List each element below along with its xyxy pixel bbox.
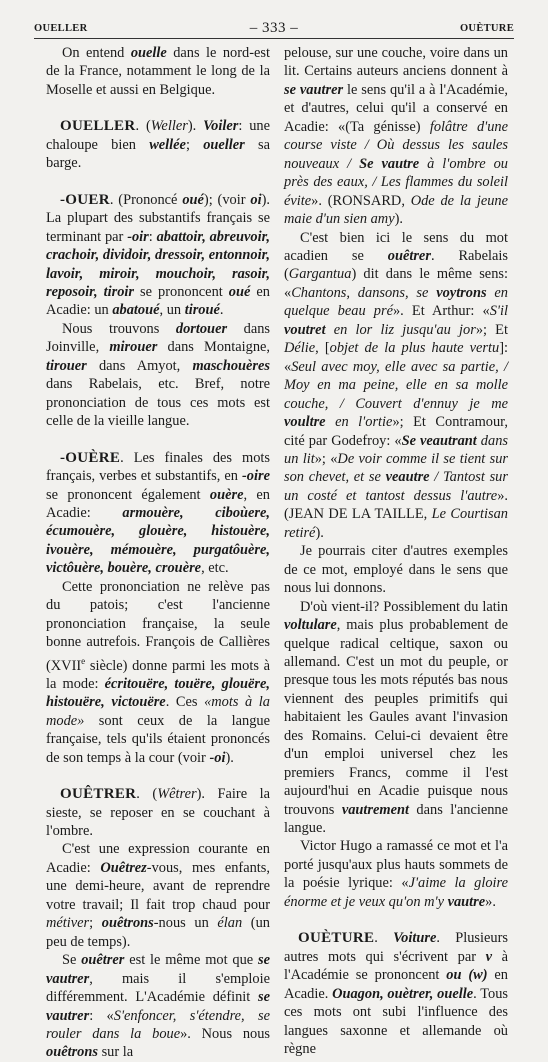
outrer-paragraph-2: C'est une expression courante en Acadie: Ouêtrez-vous, mes enfants, une demi-heure, avant de reprendre votre travail; Il fait trop chaud pour métiver; ouêtrons-nous un élan (un peu de temps). bbox=[46, 841, 271, 950]
right-paragraph-5: Victor Hugo a ramassé ce mot et l'a porté jusqu'aux plus hauts sommets de la poésie lyrique: «J'aime la gloire énorme et je veux qu'on m'y vautre». bbox=[284, 838, 508, 910]
page-number: – 333 – bbox=[249, 20, 299, 36]
headword-ouature: OUÈTURE bbox=[298, 930, 375, 947]
entry-oueller: OUELLER. (Weller). Voiler: une chaloupe bien wellée; oueller sa barge. bbox=[46, 118, 270, 172]
intro-paragraph: On entend ouelle dans le nord-est de la France, notamment le long de la Moselle et aussi en Belgique. bbox=[46, 45, 270, 98]
ouer-paragraph-2: Nous trouvons dortouer dans Joinville, mirouer dans Montaigne, tirouer dans Amyot, maschouères dans Rabelais, etc. Bref, notre prononciation de tous ces mots est celle de la vieille langue. bbox=[46, 320, 270, 430]
left-column bbox=[46, 44, 270, 1062]
header-left-guideword: OUELLER bbox=[34, 23, 88, 34]
right-column bbox=[284, 44, 508, 1058]
entry-ouere: -OUÈRE. Les finales des mots français, verbes et substantifs, en -oire se prononcent également ouère, en Acadie: armouère, ciboùere, écumouère, glouère, histouère, ivouère, mémouère, purgatôuère, victôuère, bouère, crouère, etc. bbox=[46, 449, 271, 577]
headword-ouer: -OUER bbox=[60, 191, 110, 208]
running-head bbox=[34, 20, 514, 39]
entry-outrer: OUÊTRER. (Wêtrer). Faire la sieste, se reposer en se couchant à l'ombre. bbox=[46, 786, 270, 840]
header-right-guideword: OUÈTURE bbox=[459, 23, 514, 34]
right-paragraph-4: D'où vient-il? Possiblement du latin voltulare, mais plus probablement de quelque radical celtique, saxon ou allemand. C'est un mot du peuple, or presque tous les mots réputés bas nous viennent des peuples primitifs qui habitaient les Gaules avant l'invasion des Romains. Celui-ci devaient être d'un emploi universel chez les premiers Francs, comme il l'est aujourd'hui en Acadie puisque nous trouvons vautrement dans l'ancienne langue. bbox=[284, 598, 508, 837]
outrer-paragraph-3: Se ouêtrer est le même mot que se vautrer, mais il s'emploie différemment. L'Académie définit se vautrer: «S'enfoncer, s'étendre, se rouler dans la boue». Nous nous ouêtrons sur la bbox=[46, 952, 271, 1061]
right-paragraph-3: Je pourrais citer d'autres exemples de ce mot, employé dans le sens que nous lui donnons. bbox=[284, 543, 508, 597]
headword-outrer: OUÊTRER bbox=[60, 786, 137, 803]
headword-oueller: OUELLER bbox=[60, 118, 136, 135]
right-paragraph-2: C'est bien ici le sens du mot acadien se ouêtrer. Rabelais (Gargantua) dit dans le même sens: «Chantons, dansons, se voytrons en quelque beau pré». Et Arthur: «S'il voutret en lor liz jusqu'au jor»; Et Délie, [objet de la plus haute vertu]: «Seul avec moy, elle avec sa partie, / Moy en ma peine, elle en sa molle couche, / Couvert d'ennuy je me voultre en l'ortie»; Et Contramour, cité par Godefroy: «Se veautrant dans un lit»; «De voir comme il se tient sur son chevet, et se veautre / Tantost sur un costé et tantost dessus l'autre». (JEAN DE LA TAILLE, Le Courtisan retiré). bbox=[284, 229, 509, 541]
headword-ouere: -OUÈRE bbox=[60, 449, 121, 466]
ouere-paragraph-2: Cette prononciation ne relève pas du patois; c'est l'ancienne prononciation française, la seule bonne autrefois. François de Callières (XVIIe siècle) donne parmi les mots à la mode: écritouëre, touëre, glouëre, histouëre, victouëre. Ces «mots à la mode» sont ceux de la langue française, tels qu'ils étaient prononcés de son temps à la cour (voir -oi). bbox=[46, 578, 270, 766]
entry-ouature: OUÈTURE. Voiture. Plusieurs autres mots qui s'écrivent par v à l'Académie se prononcent ou (w) en Acadie. Ouagon, ouètrer, ouelle. Tous ces mots ont subi l'influence des langues saxonne et allemande où règne bbox=[284, 930, 509, 1058]
right-paragraph-1: pelouse, sur une couche, voire dans un lit. Certains auteurs anciens donnent à se vautrer le sens qu'il a à l'Académie, et d'autres, celui qu'il a conservé en Acadie: «(Ta génisse) folâtre d'une course viste / Où dessus les saules nouveaux / Se vautre à l'ombre ou près des eaux, / Les flammes du soleil évite». (RONSARD, Ode de la jeune maie d'un sien amy). bbox=[284, 45, 508, 228]
entry-ouer: -OUER. (Prononcé oué); (voir oi). La plupart des substantifs français se terminant par -oir: abattoir, abreuvoir, crachoir, dividoir, dressoir, entonnoir, lavoir, miroir, mouchoir, rasoir, reposoir, tiroir se prononcent oué en Acadie: un abatoué, un tiroué. bbox=[46, 191, 270, 319]
